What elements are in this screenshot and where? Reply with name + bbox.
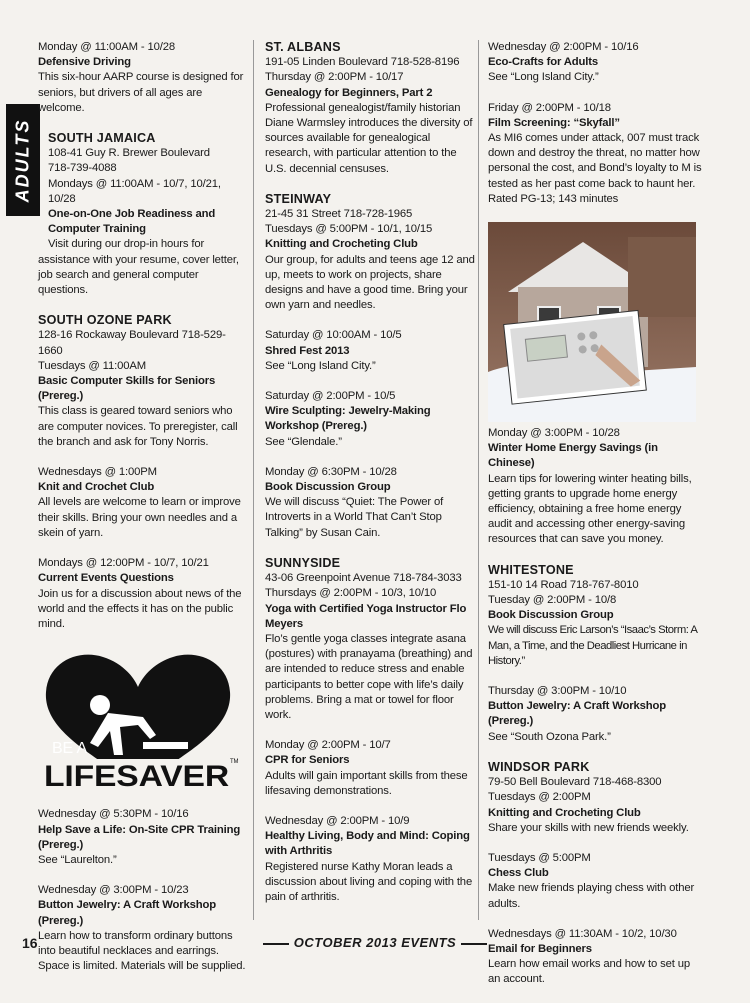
event-entry (265, 738, 477, 799)
event-title: Button Jewelry: A Craft Workshop (Prereg.) (38, 899, 217, 927)
event-description: Share your skills with new friends weekly. (488, 821, 689, 834)
branch-sunnyside (265, 556, 477, 723)
event-schedule: Wednesdays @ 11:30AM - 10/2, 10/30 (488, 927, 677, 940)
event-title: Shred Fest 2013 (265, 344, 350, 357)
event-schedule: Friday @ 2:00PM - 10/18 (488, 101, 611, 114)
event-description: Make new friends playing chess with other adults. (488, 882, 695, 910)
event-description: This class is geared toward seniors who are computer novices. To preregister, call the branch and ask for Tony Norris. (38, 405, 238, 448)
footer-title: OCTOBER 2013 EVENTS (293, 935, 457, 950)
event-title: Healthy Living, Body and Mind: Coping with Arthritis (265, 830, 470, 858)
branch-address: 43-06 Greenpoint Avenue 718-784-3033 (265, 572, 462, 585)
event-schedule: Tuesday @ 2:00PM - 10/8 (488, 594, 617, 607)
event-title: CPR for Seniors (265, 754, 350, 767)
event-entry (488, 851, 702, 912)
event-schedule: Wednesday @ 2:00PM - 10/16 (488, 41, 639, 53)
branch-name: STEINWAY (265, 191, 332, 206)
event-entry (38, 883, 248, 974)
event-entry (38, 465, 248, 541)
event-description: Learn how email works and how to set up an account. (488, 958, 691, 986)
branch-windsor-park (488, 760, 702, 836)
logo-line2: LIFESAVER (44, 760, 230, 793)
branch-name: ST. ALBANS (265, 40, 341, 54)
adults-section-tab (6, 104, 40, 216)
branch-address: 191-05 Linden Boulevard 718-528-8196 (265, 56, 460, 69)
branch-name: SOUTH OZONE PARK (38, 313, 172, 328)
branch-phone: 718-739-4088 (48, 162, 117, 175)
event-schedule: Monday @ 6:30PM - 10/28 (265, 465, 397, 478)
event-schedule: Saturday @ 10:00AM - 10/5 (265, 329, 402, 342)
branch-steinway (265, 192, 477, 314)
event-schedule: Tuesdays @ 5:00PM (488, 851, 591, 864)
event-entry (265, 328, 477, 374)
branch-address: 128-16 Rockaway Boulevard 718-529-1660 (38, 329, 226, 357)
column-divider (253, 40, 254, 920)
event-title: Eco-Crafts for Adults (488, 56, 599, 69)
event-description: Learn how to transform ordinary buttons into beautiful necklaces and earrings. Space is limited. Materials will be supplied. (38, 929, 246, 973)
event-title: Button Jewelry: A Craft Workshop (Prereg.) (488, 700, 667, 728)
event-description: As MI6 comes under attack, 007 must track down and destroy the threat, no matter how personal the cost, and Bond’s loyalty to M is tested as her past come back to haunt her. Rated PG-13; 143 minutes (488, 132, 702, 205)
column-3 (488, 40, 702, 1003)
branch-name: SUNNYSIDE (265, 555, 341, 570)
event-description: Professional genealogist/family historian Diane Warmsley introduces the diversity of sources available for genealogical research, with particular attention to the U.S. decennial censuses. (265, 101, 473, 175)
event-title: Email for Beginners (488, 942, 592, 955)
page-footer (0, 935, 750, 950)
event-entry (265, 465, 477, 541)
event-title: Wire Sculpting: Jewelry-Making Workshop (Prereg.) (265, 405, 431, 433)
event-title: One-on-One Job Readiness and Computer Training (48, 208, 216, 236)
branch-name: WHITESTONE (488, 562, 574, 577)
event-description: We will discuss “Quiet: The Power of Introverts in a World That Can’t Stop Talking” by Susan Cain. (265, 496, 444, 539)
event-description: This six-hour AARP course is designed for seniors, but drivers of all ages are welcome. (38, 71, 244, 114)
event-entry (488, 684, 702, 745)
event-entry (38, 807, 248, 868)
thermostat-house-photo (488, 222, 696, 422)
event-schedule: Mondays @ 11:00AM - 10/7, 10/21, 10/28 (48, 177, 221, 205)
event-schedule: Mondays @ 12:00PM - 10/7, 10/21 (38, 557, 209, 570)
event-title: Book Discussion Group (488, 609, 614, 622)
event-description: Visit during our drop-in hours for assistance with your resume, cover letter, job search and general computer questions. (38, 238, 239, 297)
be-a-lifesaver-logo (38, 647, 248, 797)
event-schedule: Tuesdays @ 11:00AM (38, 359, 146, 372)
event-description: We will discuss Eric Larson’s “Isaac’s Storm: A Man, a Time, and the Deadliest Hurricane in History.” (488, 624, 697, 667)
event-title: Basic Computer Skills for Seniors (Prereg.) (38, 375, 216, 403)
branch-name: SOUTH JAMAICA (48, 131, 156, 146)
event-entry (265, 389, 477, 450)
branch-st-albans (265, 40, 477, 177)
event-description: See “Long Island City.” (265, 359, 376, 372)
footer-dash (461, 943, 487, 945)
event-title: Defensive Driving (38, 56, 131, 69)
tab-label: ADULTS (12, 118, 33, 202)
event-entry (488, 426, 702, 548)
footer-dash (263, 943, 289, 945)
event-title: Yoga with Certified Yoga Instructor Flo Meyers (265, 602, 467, 630)
column-2 (265, 40, 477, 920)
event-entry (38, 40, 248, 116)
event-description: See “Long Island City.” (488, 71, 599, 84)
event-title: Knitting and Crocheting Club (488, 806, 641, 819)
event-schedule: Wednesday @ 2:00PM - 10/9 (265, 814, 410, 827)
event-description: See “Laurelton.” (38, 853, 117, 866)
branch-south-jamaica (38, 131, 248, 298)
branch-south-ozone-park (38, 313, 248, 450)
event-title: Knit and Crochet Club (38, 481, 155, 494)
event-entry (488, 101, 702, 207)
event-title: Film Screening: “Skyfall” (488, 116, 620, 129)
event-schedule: Wednesday @ 5:30PM - 10/16 (38, 808, 189, 821)
event-description: See “Glendale.” (265, 435, 342, 448)
event-entry (265, 814, 477, 905)
event-title: Help Save a Life: On-Site CPR Training (Prereg.) (38, 823, 241, 851)
event-entry (488, 40, 702, 86)
event-description: Learn tips for lowering winter heating bills, getting grants to upgrade home energy efficiency, obtaining a free home energy audit and accessing other energy-saving resources that can save you money. (488, 472, 692, 546)
event-description: Adults will gain important skills from these lifesaving demonstrations. (265, 769, 468, 797)
branch-address: 79-50 Bell Boulevard 718-468-8300 (488, 776, 662, 789)
column-divider (478, 40, 479, 920)
column-1 (38, 40, 248, 989)
branch-name: WINDSOR PARK (488, 759, 590, 774)
event-description: Join us for a discussion about news of the world and the effects it has on the public mind. (38, 587, 242, 630)
branch-address: 151-10 14 Road 718-767-8010 (488, 578, 639, 591)
logo-line1: BE A (52, 740, 87, 758)
event-schedule: Tuesdays @ 5:00PM - 10/1, 10/15 (265, 223, 433, 236)
event-schedule: Monday @ 3:00PM - 10/28 (488, 427, 620, 440)
branch-address: 108-41 Guy R. Brewer Boulevard (48, 147, 210, 160)
event-title: Current Events Questions (38, 572, 174, 585)
event-title: Genealogy for Beginners, Part 2 (265, 86, 433, 99)
event-schedule: Thursday @ 2:00PM - 10/17 (265, 71, 404, 84)
event-schedule: Thursday @ 3:00PM - 10/10 (488, 685, 627, 698)
branch-whitestone (488, 563, 702, 669)
event-schedule: Monday @ 11:00AM - 10/28 (38, 41, 176, 53)
event-description: See “South Ozona Park.” (488, 730, 611, 743)
event-schedule: Wednesday @ 3:00PM - 10/23 (38, 884, 189, 897)
logo-trademark: TM (230, 759, 238, 766)
event-title: Knitting and Crocheting Club (265, 238, 418, 251)
branch-address: 21-45 31 Street 718-728-1965 (265, 208, 413, 221)
event-description: All levels are welcome to learn or improve their skills. Bring your own needles and a skein of yarn. (38, 496, 241, 539)
event-entry (38, 556, 248, 632)
page-number: 16 (22, 935, 38, 951)
event-schedule: Tuesdays @ 2:00PM (488, 791, 591, 804)
event-title: Chess Club (488, 867, 549, 880)
event-schedule: Thursdays @ 2:00PM - 10/3, 10/10 (265, 587, 437, 600)
event-title: Winter Home Energy Savings (in Chinese) (488, 442, 658, 470)
event-schedule: Saturday @ 2:00PM - 10/5 (265, 390, 396, 403)
event-description: Flo’s gentle yoga classes integrate asana (postures) with pranayama (breathing) and are intended to reduce stress and enable participants to better cope with life’s daily problems. Bring a mat or towel for floor work. (265, 632, 473, 721)
event-title: Book Discussion Group (265, 481, 391, 494)
event-description: Our group, for adults and teens age 12 and up, meets to work on projects, share designs and have a good time. Bring your own yarn and needles. (265, 253, 475, 312)
event-description: Registered nurse Kathy Moran leads a discussion about living and coping with the pain of arthritis. (265, 860, 473, 903)
event-schedule: Monday @ 2:00PM - 10/7 (265, 739, 391, 752)
event-schedule: Wednesdays @ 1:00PM (38, 466, 157, 479)
